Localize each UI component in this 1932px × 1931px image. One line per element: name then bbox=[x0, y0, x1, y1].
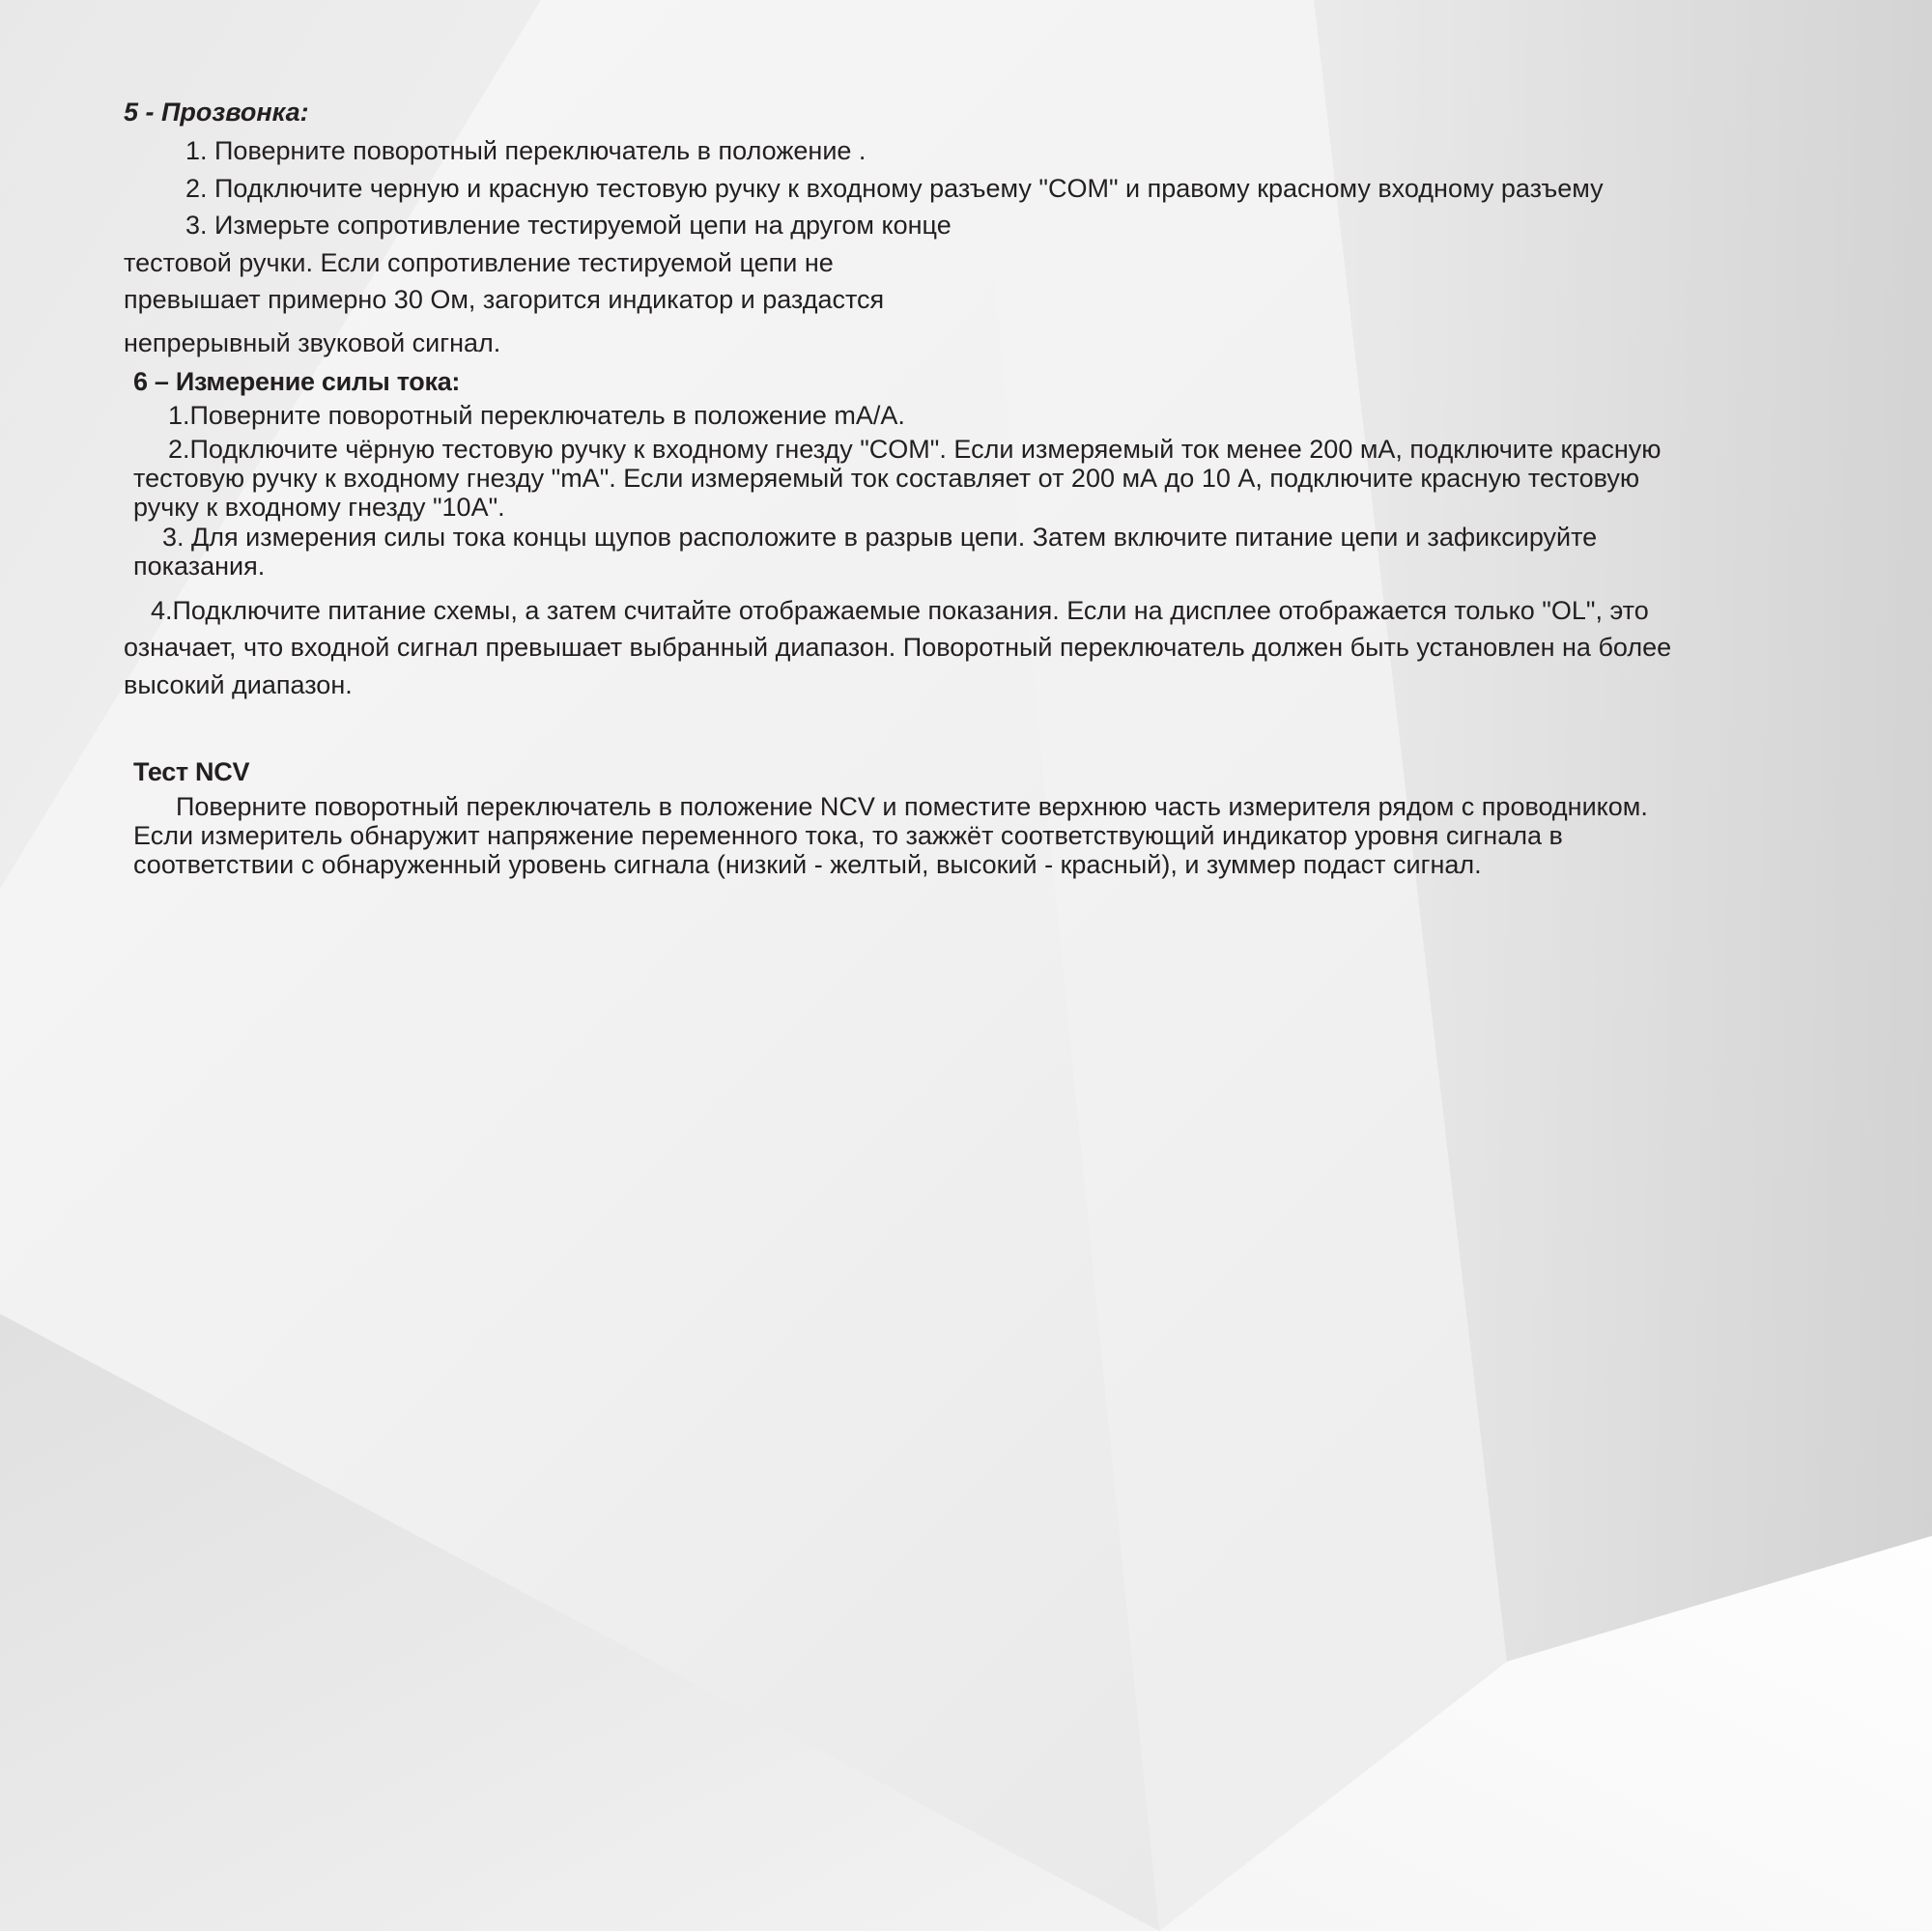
section-5-step-2: 2. Подключите черную и красную тестовую ручку к входному разъему "COM" и правому красному входному разъему bbox=[185, 174, 1604, 203]
ncv-heading: Тест NCV bbox=[133, 757, 250, 786]
section-5-step-1: 1. Поверните поворотный переключатель в положение . bbox=[185, 136, 867, 165]
ncv-paragraph-line-1: Поверните поворотный переключатель в положение NCV и поместите верхнюю часть измерителя рядом с проводником. bbox=[176, 792, 1648, 821]
section-6-heading: 6 – Измерение силы тока: bbox=[133, 367, 461, 396]
section-6-step-2-cont-1: тестовую ручку к входному гнезду "mA". Если измеряемый ток составляет от 200 мА до 10 А, подключите красную тестовую bbox=[133, 464, 1640, 493]
section-5-step-3: 3. Измерьте сопротивление тестируемой цепи на другом конце bbox=[185, 211, 952, 240]
section-6-step-4: 4.Подключите питание схемы, а затем считайте отображаемые показания. Если на дисплее отображается только "OL", это bbox=[151, 596, 1649, 625]
section-6-step-4-cont-1: означает, что входной сигнал превышает выбранный диапазон. Поворотный переключатель должен быть установлен на более bbox=[124, 633, 1672, 662]
ncv-paragraph-line-3: соответствии с обнаруженный уровень сигнала (низкий - желтый, высокий - красный), и зуммер подаст сигнал. bbox=[133, 850, 1482, 879]
section-6-step-3: 3. Для измерения силы тока концы щупов расположите в разрыв цепи. Затем включите питание цепи и зафиксируйте bbox=[162, 523, 1598, 552]
ncv-paragraph-line-2: Если измеритель обнаружит напряжение переменного тока, то зажжёт соответствующий индикатор уровня сигнала в bbox=[133, 821, 1563, 850]
section-6-step-4-cont-2: высокий диапазон. bbox=[124, 670, 353, 699]
section-6-step-2: 2.Подключите чёрную тестовую ручку к входному гнезду "COM". Если измеряемый ток менее 200 мА, подключите красную bbox=[168, 435, 1662, 464]
section-6-step-1: 1.Поверните поворотный переключатель в положение mA/A. bbox=[168, 401, 905, 430]
section-5-step-3-cont-2: превышает примерно 30 Ом, загорится индикатор и раздастся bbox=[124, 285, 885, 314]
section-5-step-3-cont-3: непрерывный звуковой сигнал. bbox=[124, 328, 501, 357]
section-5-heading: 5 - Прозвонка: bbox=[124, 98, 309, 127]
section-6-step-2-cont-2: ручку к входному гнезду "10A". bbox=[133, 493, 505, 522]
section-6-step-3-cont: показания. bbox=[133, 552, 266, 581]
section-5-step-3-cont-1: тестовой ручки. Если сопротивление тестируемой цепи не bbox=[124, 248, 834, 277]
